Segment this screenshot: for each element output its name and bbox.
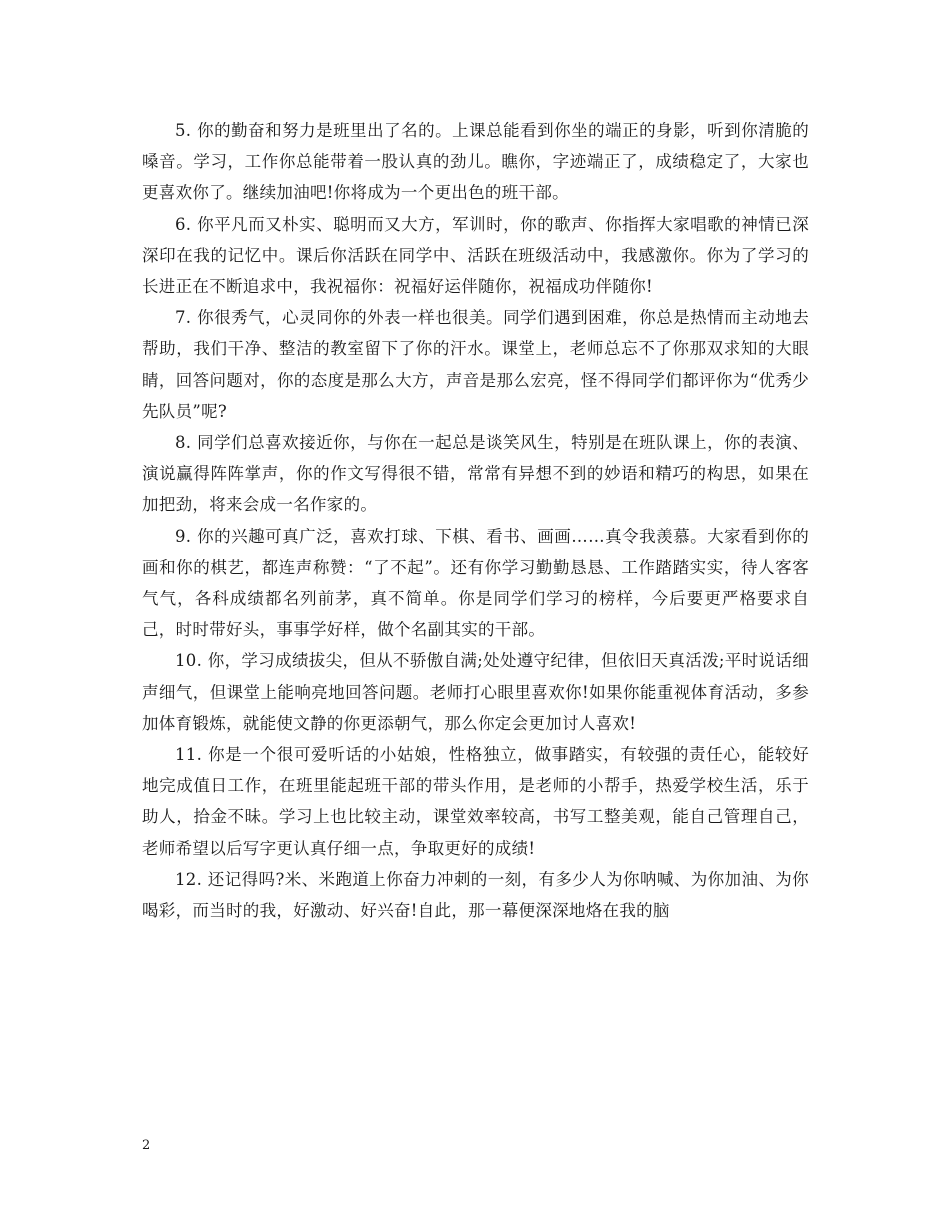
page-number: 2 bbox=[142, 1138, 151, 1153]
paragraph-7: 7. 你很秀气，心灵同你的外表一样也很美。同学们遇到困难，你总是热情而主动地去帮助，我们干净、整洁的教室留下了你的汗水。课堂上，老师总忘不了你那双求知的大眼睛，回答问题对，你的态度是那么大方，声音是那么宏亮，怪不得同学们都评你为“优秀少先队员”呢? bbox=[142, 308, 809, 421]
paragraph-12: 12. 还记得吗?米、米跑道上你奋力冲刺的一刻，有多少人为你呐喊、为你加油、为你喝彩，而当时的我，好激动、好兴奋!自此，那一幕便深深地烙在我的脑 bbox=[142, 869, 809, 921]
paragraph-5: 5. 你的勤奋和努力是班里出了名的。上课总能看到你坐的端正的身影，听到你清脆的嗓音。学习，工作你总能带着一股认真的劲儿。瞧你，字迹端正了，成绩稳定了，大家也更喜欢你了。继续加油吧!你将成为一个更出色的班干部。 bbox=[142, 121, 809, 203]
paragraph-9: 9. 你的兴趣可真广泛，喜欢打球、下棋、看书、画画……真令我羡慕。大家看到你的画和你的棋艺，都连声称赞：“了不起”。还有你学习勤勤恳恳、工作踏踏实实，待人客客气气，各科成绩都名列前茅，真不简单。你是同学们学习的榜样，今后要更严格要求自己，时时带好头，事事学好样，做个名副其实的干部。 bbox=[142, 526, 809, 640]
paragraph-10: 10. 你，学习成绩拔尖，但从不骄傲自满;处处遵守纪律，但依旧天真活泼;平时说话细声细气，但课堂上能响亮地回答问题。老师打心眼里喜欢你!如果你能重视体育活动，多参加体育锻炼，就能使文静的你更添朝气，那么你定会更加讨人喜欢! bbox=[142, 651, 809, 733]
paragraph-11: 11. 你是一个很可爱听话的小姑娘，性格独立，做事踏实，有较强的责任心，能较好地完成值日工作，在班里能起班干部的带头作用，是老师的小帮手，热爱学校生活，乐于助人，拾金不昧。学习上也比较主动，课堂效率较高，书写工整美观，能自己管理自己，老师希望以后写字更认真仔细一点，争取更好的成绩! bbox=[142, 745, 809, 858]
document-body bbox=[142, 115, 809, 926]
paragraph-8: 8. 同学们总喜欢接近你，与你在一起总是谈笑风生，特别是在班队课上，你的表演、演说赢得阵阵掌声，你的作文写得很不错，常常有异想不到的妙语和精巧的构思，如果在加把劲，将来会成一名作家的。 bbox=[142, 433, 809, 515]
paragraph-6: 6. 你平凡而又朴实、聪明而又大方，军训时，你的歌声、你指挥大家唱歌的神情已深深印在我的记忆中。课后你活跃在同学中、活跃在班级活动中，我感激你。你为了学习的长进正在不断追求中，我祝福你：祝福好运伴随你，祝福成功伴随你! bbox=[142, 214, 809, 297]
